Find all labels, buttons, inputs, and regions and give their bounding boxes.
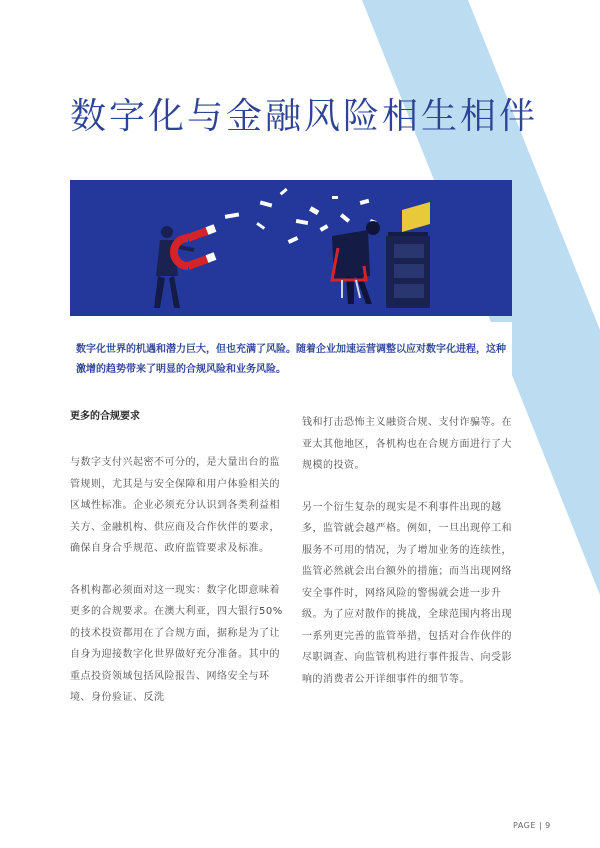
lead-paragraph: 数字化世界的机遇和潜力巨大，但也充满了风险。随着企业加速运营调整以应对数字化进程，这种激增的趋势带来了明显的合规风险和业务风险。 bbox=[76, 344, 506, 375]
body-paragraph: 钱和打击恐怖主义融资合规、支付诈骗等。在亚太其他地区，各机构也在合规方面进行了大规模的投资。 bbox=[302, 417, 512, 471]
desk-drawer-cabinet bbox=[386, 236, 430, 308]
lead-paragraph-box bbox=[70, 322, 512, 392]
page-number: PAGE | 9 bbox=[513, 821, 551, 830]
section-heading: 更多的合规要求 bbox=[70, 411, 140, 422]
page-title: 数字化与金融风险相生相伴 bbox=[70, 96, 539, 137]
left-column bbox=[70, 408, 288, 729]
body-paragraph: 各机构都必须面对这一现实：数字化即意味着更多的合规要求。在澳大利亚，四大银行50%的技术投资都用在了合规方面，据称是为了让自身为迎接数字化世界做好充分准备。其中的重点投资领域包括风险报告、网络安全与环境、身份验证、反洗 bbox=[70, 584, 283, 703]
right-column bbox=[302, 412, 520, 710]
body-paragraph: 另一个衍生复杂的现实是不利事件出现的越多，监管就会越严格。例如，一旦出现停工和服务不可用的情况，为了增加业务的连续性，监管必然就会出台额外的措施；而当出现网络安全事件时，网络风险的警惕就会进一步升级。为了应对散作的挑战，全球范围内将出现一系列更完善的监管举措，包括对合作伙伴的尽职调查、向监管机构进行事件报告、向受影响的消费者公开详细事件的细节等。 bbox=[302, 501, 512, 685]
body-paragraph: 与数字支付兴起密不可分的，是大量出台的监管规则，尤其是与安全保障和用户体验相关的区域性标准。企业必须充分认识到各类利益相关方、金融机构、供应商及合作伙伴的要求，确保自身合乎规范、政府监管要求及标准。 bbox=[70, 457, 280, 554]
hero-illustration bbox=[70, 180, 512, 316]
